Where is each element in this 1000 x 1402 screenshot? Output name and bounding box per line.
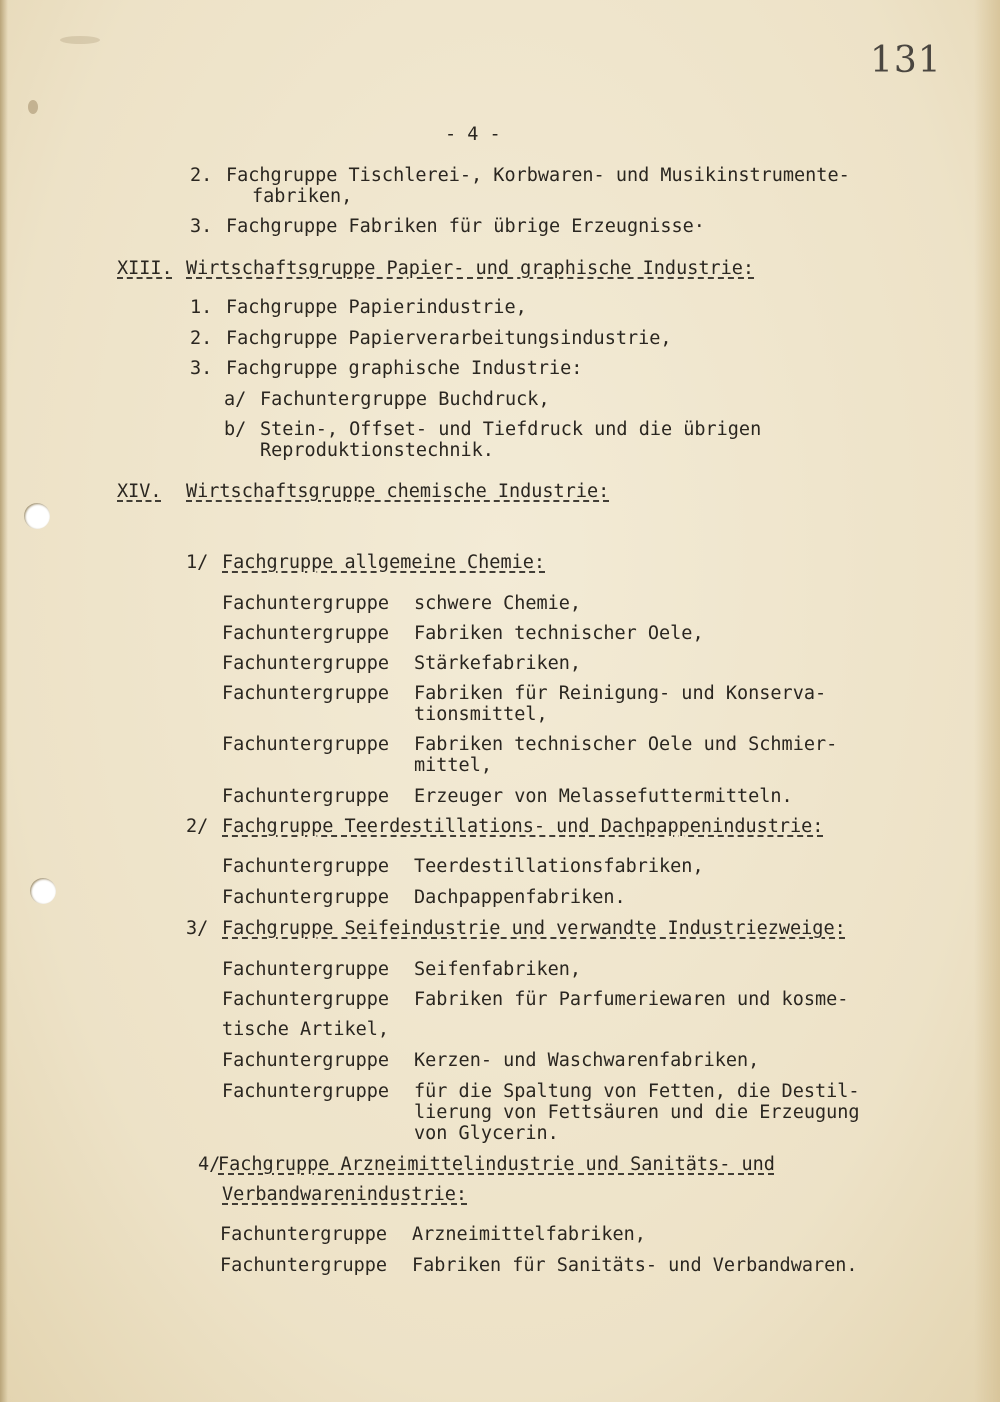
page-edge-right xyxy=(974,0,1000,1402)
item-number: 1. xyxy=(190,297,213,318)
subgroup-label: Fachuntergruppe xyxy=(220,1224,388,1245)
subgroup-text: Fabriken für Parfumeriewaren und kosme- xyxy=(414,989,849,1010)
item-text: Fachgruppe graphische Industrie: xyxy=(226,358,583,379)
subitem-letter: b/ xyxy=(224,419,247,440)
subgroup-text: Kerzen- und Waschwarenfabriken, xyxy=(414,1050,760,1071)
group-heading: Fachgruppe allgemeine Chemie: xyxy=(222,552,546,573)
item-number: 3. xyxy=(190,216,213,237)
punch-hole-upper xyxy=(24,503,50,529)
section-heading: Wirtschaftsgruppe Papier- und graphische Industrie: xyxy=(186,258,755,279)
group-heading: Fachgruppe Seifeindustrie und verwandte Industriezweige: xyxy=(222,918,846,939)
item-text: Fachgruppe Tischlerei-, Korbwaren- und Musikinstrumente- xyxy=(226,165,850,186)
subgroup-label: Fachuntergruppe xyxy=(222,989,390,1010)
subgroup-text: Erzeuger von Melassefuttermitteln. xyxy=(414,786,793,807)
item-number: 3. xyxy=(190,358,213,379)
item-text: Fachgruppe Papierverarbeitungsindustrie, xyxy=(226,328,672,349)
subgroup-text-cont: mittel, xyxy=(414,755,492,776)
item-number: 2. xyxy=(190,328,213,349)
subitem-letter: a/ xyxy=(224,389,247,410)
group-number: 1/ xyxy=(186,552,209,573)
subgroup-text: Teerdestillationsfabriken, xyxy=(414,856,704,877)
subgroup-text-cont: lierung von Fettsäuren und die Erzeugung xyxy=(414,1102,860,1123)
subgroup-text-cont: von Glycerin. xyxy=(414,1123,559,1144)
subgroup-label: Fachuntergruppe xyxy=(222,1050,390,1071)
section-heading: Wirtschaftsgruppe chemische Industrie: xyxy=(186,481,610,502)
page-number: - 4 - xyxy=(445,124,501,145)
subgroup-label: Fachuntergruppe xyxy=(222,734,390,755)
group-number: 3/ xyxy=(186,918,209,939)
subitem-text: Fachuntergruppe Buchdruck, xyxy=(260,389,550,410)
item-text: Fachgruppe Papierindustrie, xyxy=(226,297,527,318)
punch-hole-lower xyxy=(30,878,56,904)
ink-stain xyxy=(28,100,38,114)
subgroup-label: Fachuntergruppe xyxy=(222,623,390,644)
subgroup-label: Fachuntergruppe xyxy=(222,959,390,980)
subgroup-text-cont: tionsmittel, xyxy=(414,704,548,725)
subgroup-text: Arzneimittelfabriken, xyxy=(412,1224,646,1245)
subgroup-label: Fachuntergruppe xyxy=(222,683,390,704)
subgroup-text: Fabriken für Sanitäts- und Verbandwaren. xyxy=(412,1255,858,1276)
section-numeral: XIV. xyxy=(117,481,162,502)
item-text-cont: fabriken, xyxy=(252,186,353,207)
subgroup-text: Fabriken technischer Oele und Schmier- xyxy=(414,734,838,755)
subgroup-text: Stärkefabriken, xyxy=(414,653,582,674)
subgroup-text: für die Spaltung von Fetten, die Destil- xyxy=(414,1081,860,1102)
subgroup-label: Fachuntergruppe xyxy=(220,1255,388,1276)
section-numeral: XIII. xyxy=(117,258,173,279)
subitem-text-cont: Reproduktionstechnik. xyxy=(260,440,494,461)
group-heading-cont: Verbandwarenindustrie: xyxy=(222,1184,468,1205)
group-number: 2/ xyxy=(186,816,209,837)
subgroup-text: Seifenfabriken, xyxy=(414,959,582,980)
subgroup-label: Fachuntergruppe xyxy=(222,856,390,877)
subgroup-label: Fachuntergruppe xyxy=(222,593,390,614)
subgroup-label: Fachuntergruppe xyxy=(222,653,390,674)
group-number: 4/ xyxy=(198,1154,221,1175)
subgroup-text: Fabriken technischer Oele, xyxy=(414,623,704,644)
folio-number: 131 xyxy=(870,40,942,81)
subgroup-text: schwere Chemie, xyxy=(414,593,582,614)
paper-mark xyxy=(60,36,100,44)
item-number: 2. xyxy=(190,165,213,186)
group-heading: Fachgruppe Teerdestillations- und Dachpappenindustrie: xyxy=(222,816,824,837)
subgroup-text: Dachpappenfabriken. xyxy=(414,887,626,908)
subgroup-label: Fachuntergruppe xyxy=(222,887,390,908)
subgroup-label: Fachuntergruppe xyxy=(222,786,390,807)
subgroup-text: Fabriken für Reinigung- und Konserva- xyxy=(414,683,827,704)
item-text: Fachgruppe Fabriken für übrige Erzeugnisse· xyxy=(226,216,705,237)
group-heading: Fachgruppe Arzneimittelindustrie und Sanitäts- und xyxy=(218,1154,775,1175)
page-edge-left xyxy=(0,0,8,1402)
subitem-text: Stein-, Offset- und Tiefdruck und die übrigen xyxy=(260,419,762,440)
subgroup-label: Fachuntergruppe xyxy=(222,1081,390,1102)
subgroup-text-wrap: tische Artikel, xyxy=(222,1019,390,1040)
